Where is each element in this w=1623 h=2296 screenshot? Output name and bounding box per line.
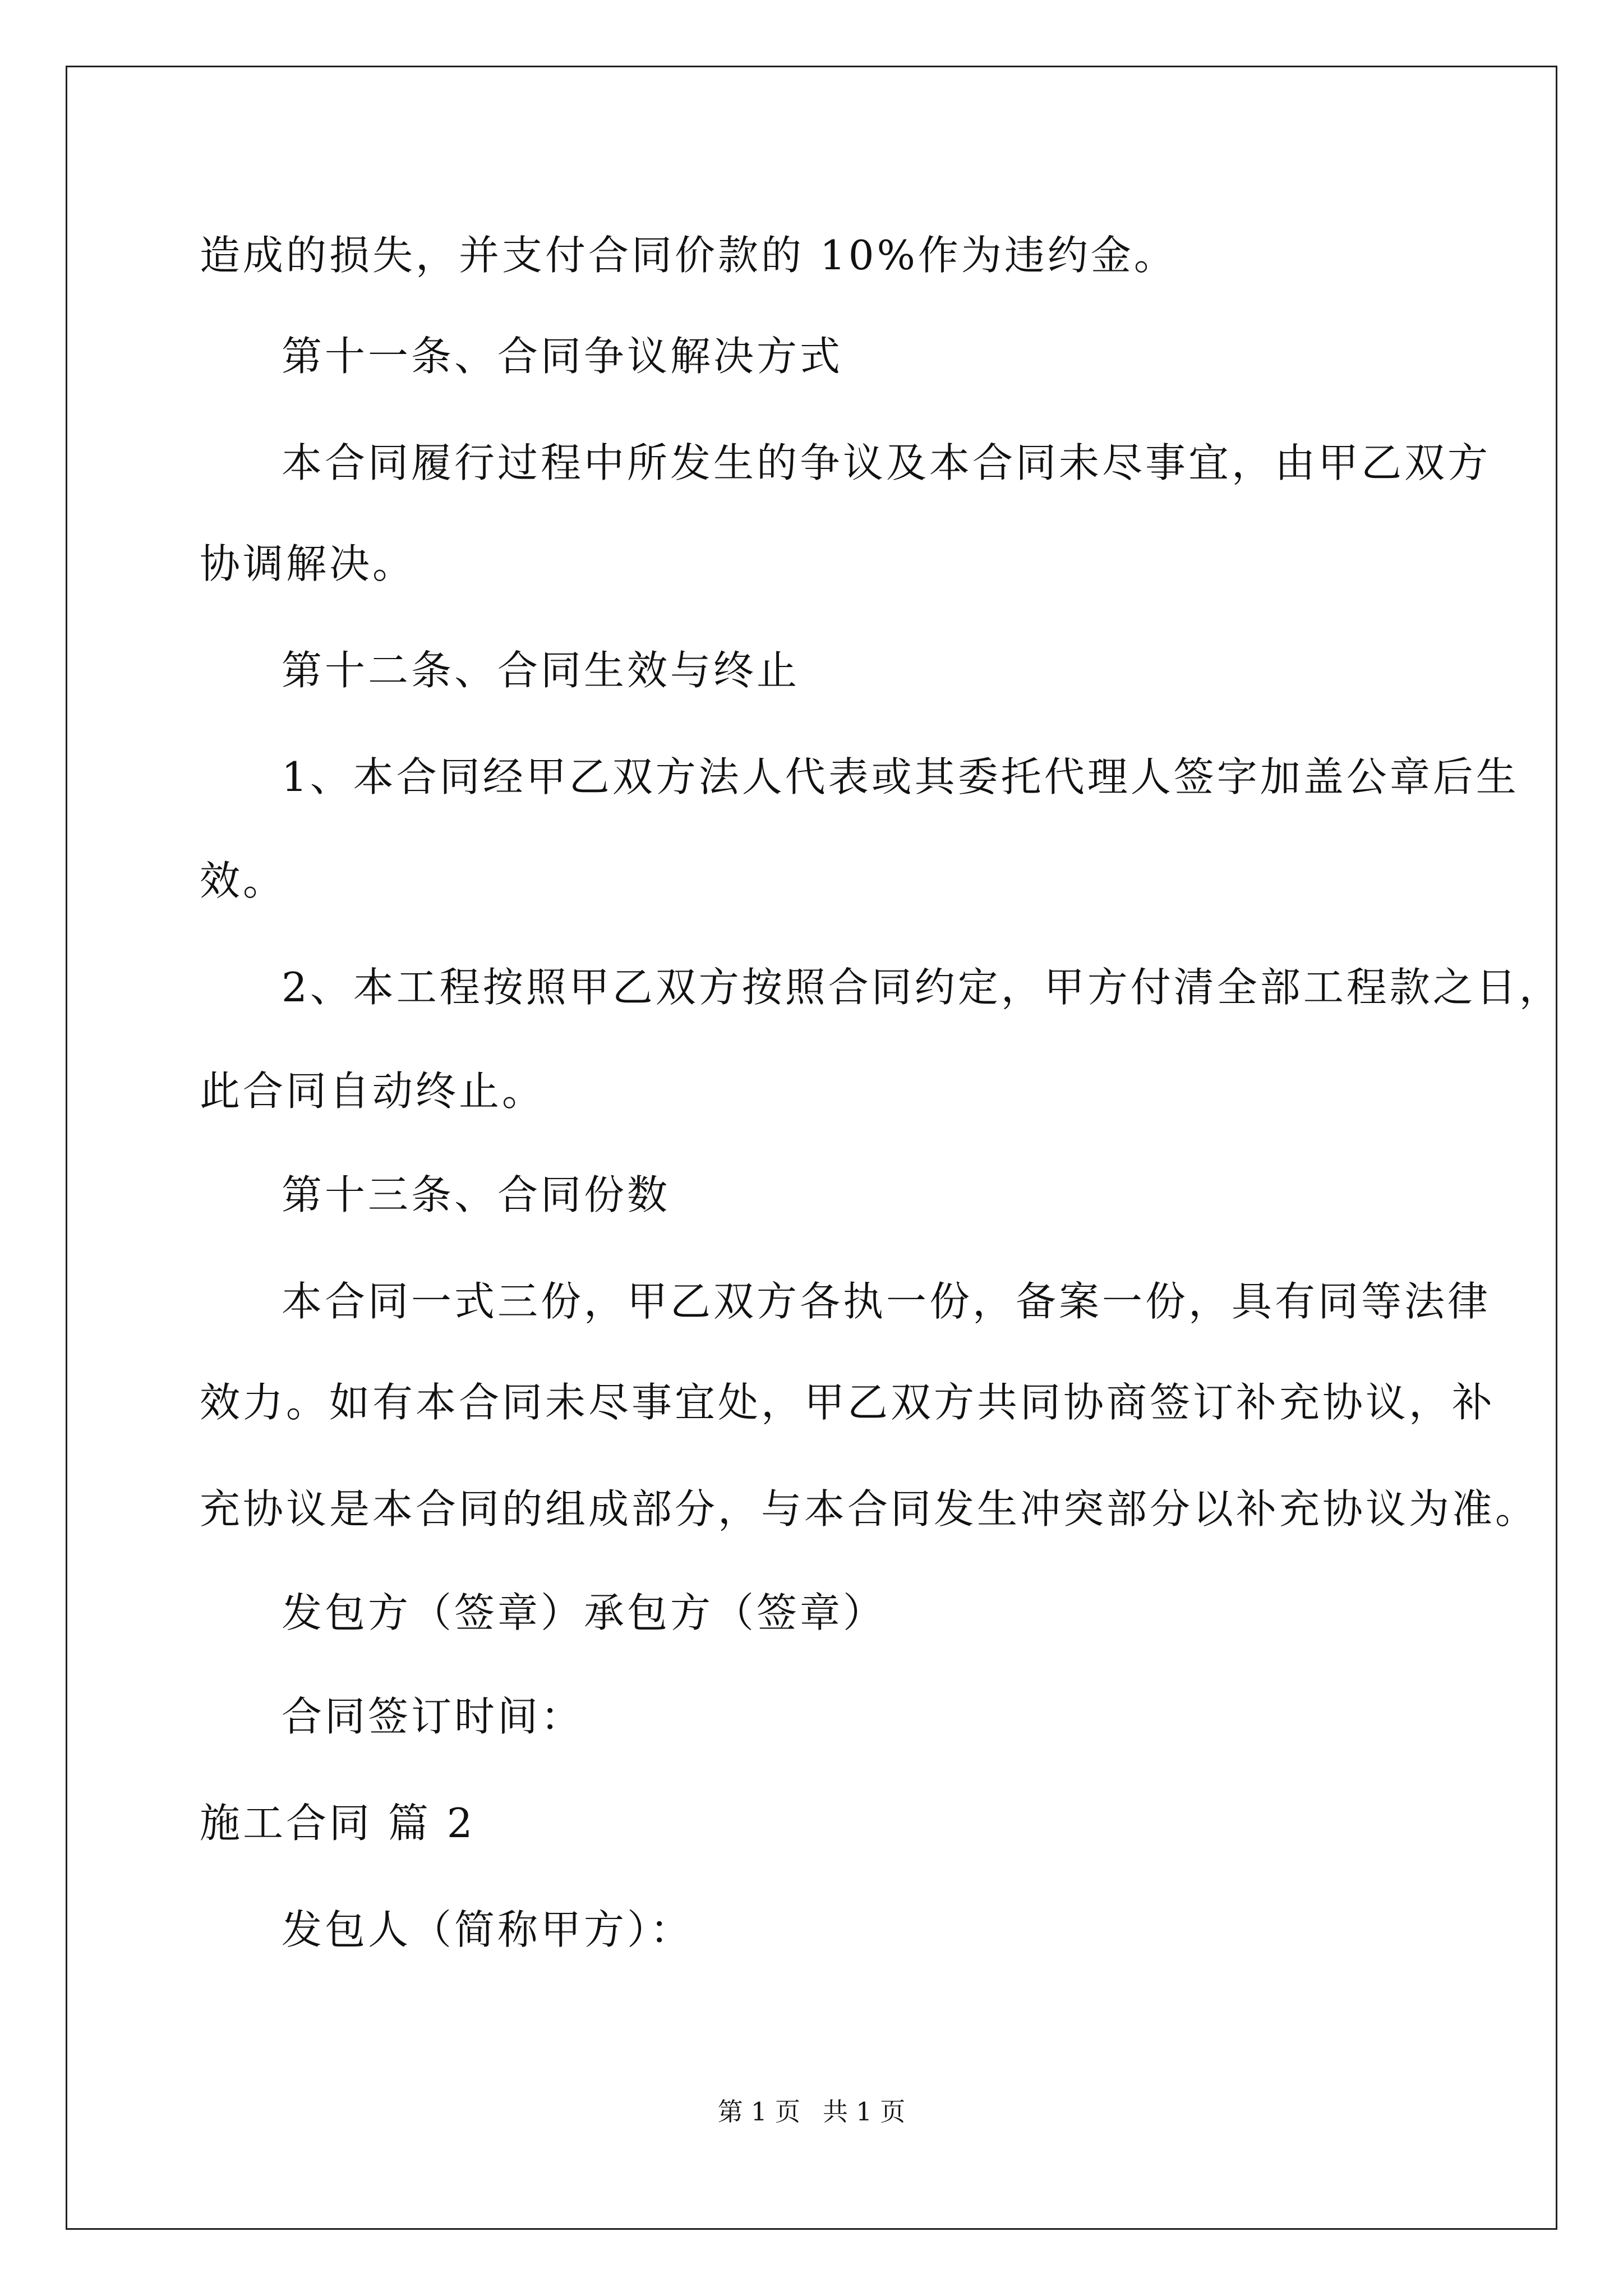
signing-date-line: 合同签订时间：: [282, 1693, 584, 1740]
paragraph-line: 本合同一式三份，甲乙双方各执一份，备案一份，具有同等法律: [282, 1278, 1491, 1325]
paragraph-line: 2、本工程按照甲乙双方按照合同约定，甲方付清全部工程款之日，: [282, 964, 1562, 1011]
paragraph-line: 本合同履行过程中所发生的争议及本合同未尽事宜，由甲乙双方: [282, 439, 1491, 486]
paragraph-line: 效力。如有本合同未尽事宜处，甲乙双方共同协商签订补充协议，补: [200, 1379, 1496, 1426]
page-total: 共 1 页: [823, 2097, 906, 2127]
paragraph-line: 发包人（简称甲方）：: [282, 1906, 694, 1953]
article-heading: 第十三条、合同份数: [282, 1171, 671, 1218]
paragraph-line: 充协议是本合同的组成部分，与本合同发生冲突部分以补充协议为准。: [200, 1485, 1539, 1533]
paragraph-line: 1、本合同经甲乙双方法人代表或其委托代理人签字加盖公章后生: [282, 753, 1519, 800]
page-footer: [0, 2095, 1623, 2129]
article-heading: 第十一条、合同争议解决方式: [282, 333, 843, 380]
paragraph-line: 效。: [200, 857, 287, 904]
page-number: 第 1 页: [717, 2097, 800, 2127]
paragraph-line: 造成的损失，并支付合同价款的 10%作为违约金。: [200, 232, 1177, 279]
paragraph-line: 协调解决。: [200, 540, 416, 587]
signature-line: 发包方（签章）承包方（签章）: [282, 1589, 887, 1636]
paragraph-line: 此合同自动终止。: [200, 1068, 546, 1115]
section-title: 施工合同 篇 2: [200, 1800, 476, 1847]
article-heading: 第十二条、合同生效与终止: [282, 647, 800, 694]
